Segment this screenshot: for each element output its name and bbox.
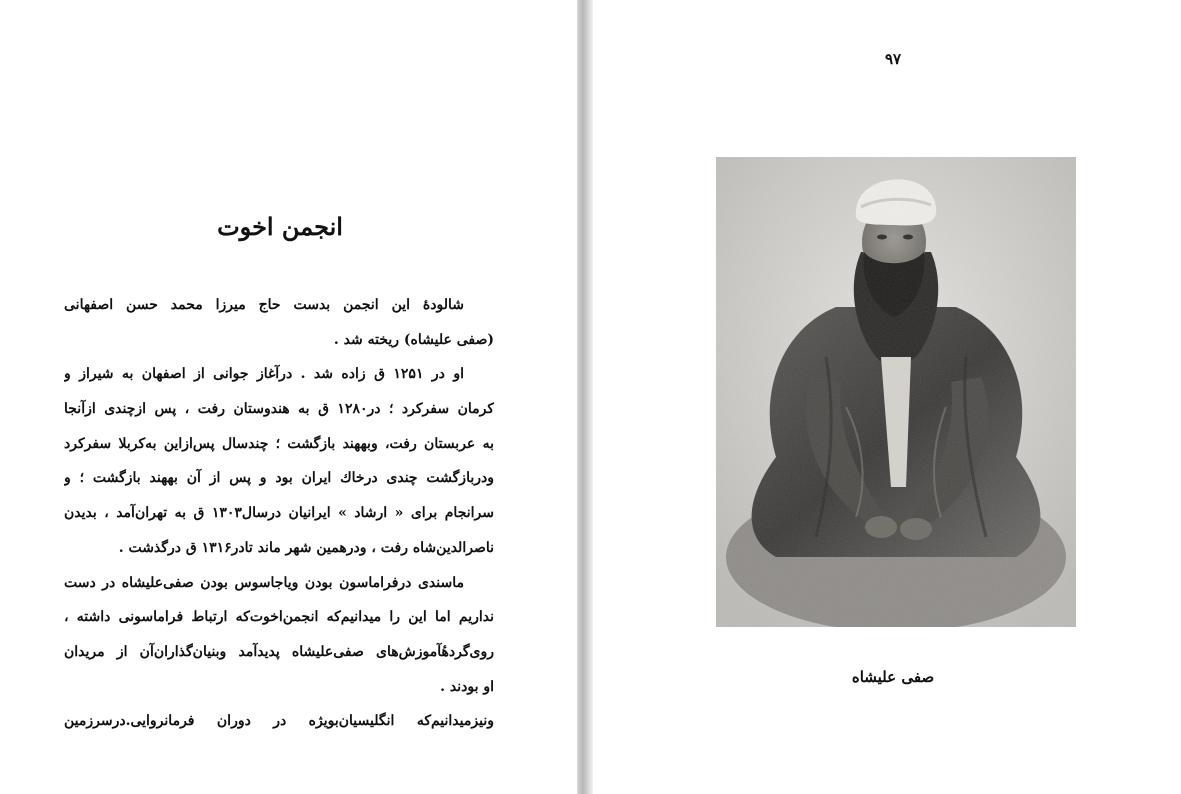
text-line: به عربستان رفت، وبههند بازگشت ؛ چندسال پس‌ازاین به‌کربلا سفرکرد [64, 435, 494, 452]
body-text [64, 288, 494, 739]
page-number: ۹۷ [884, 50, 902, 68]
portrait-illustration [716, 157, 1076, 627]
text-line: شالودهٔ این انجمن بدست حاج میرزا محمد حسن اصفهانی [64, 297, 464, 313]
left-page [0, 0, 577, 794]
text-line: او بودند . [440, 678, 494, 695]
right-page [593, 0, 1181, 794]
text-line: ودربازگشت چندی درخاك ایران بود و پس از آن بههند بازگشت ؛ و [64, 470, 494, 487]
text-line: ماسندی درفراماسون بودن ویاجاسوس بودن صفی‌علیشاه در دست [64, 574, 464, 591]
chapter-heading: انجمن اخوت [217, 212, 343, 241]
portrait-photo [716, 157, 1076, 627]
photo-caption: صفی علیشاه [851, 668, 935, 686]
text-line: نداریم اما این را میدانیم‌که انجمن‌اخوت‌که ارتباط فراماسونی داشته ، [64, 609, 494, 626]
text-line: کرمان سفرکرد ؛ در۱۲۸۰ ق به هندوستان رفت ، پس ازچندی ازآنجا [64, 401, 494, 418]
book-gutter [577, 0, 593, 794]
text-line: سرانجام برای « ارشاد » ایرانیان درسال۱۳۰۳ ق به تهران‌آمد ، بدیدن [64, 505, 494, 522]
text-line: (صفی علیشاه) ریخته شد . [333, 331, 494, 348]
text-line: ونیزمیدانیم‌که انگلیسیان‌بویژه در دوران فرمانروایی.درسرزمین [64, 713, 494, 730]
text-line: او در ۱۲۵۱ ق زاده شد . درآغاز جوانی از اصفهان به شیراز و [64, 366, 464, 383]
text-line: روی‌گردهٔآموزش‌های صفی‌علیشاه پدیدآمد وبنیان‌گذاران‌آن از مریدان [64, 643, 494, 660]
text-line: ناصرالدین‌شاه رفت ، ودرهمین شهر ماند تادر۱۳۱۶ ق درگذشت . [118, 539, 494, 556]
